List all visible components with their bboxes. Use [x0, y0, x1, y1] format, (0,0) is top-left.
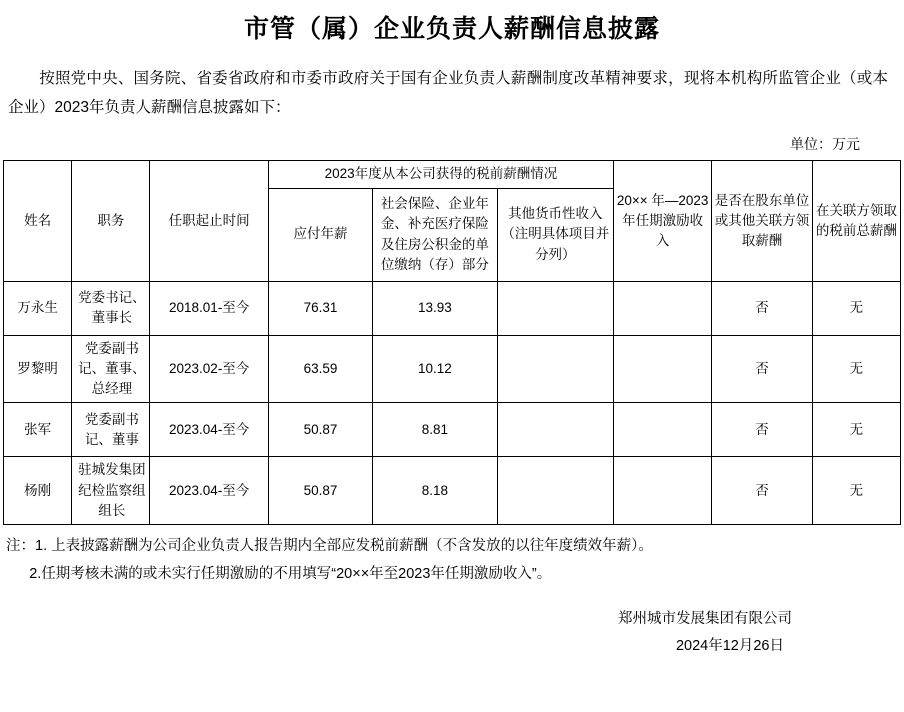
cell-position: 党委副书记、董事、总经理 — [72, 335, 150, 403]
cell-term: 2023.02-至今 — [150, 335, 268, 403]
table-row — [4, 335, 901, 403]
cell-name: 罗黎明 — [4, 335, 72, 403]
header-term: 任职起止时间 — [150, 161, 268, 281]
header-shareholder-pay: 是否在股东单位或其他关联方领取薪酬 — [712, 161, 812, 281]
cell-related-total: 无 — [812, 457, 900, 525]
cell-related-total: 无 — [812, 281, 900, 335]
table-header-row-1 — [4, 161, 901, 188]
cell-term-incentive — [614, 335, 712, 403]
salary-disclosure-table — [3, 160, 901, 525]
cell-term-incentive — [614, 403, 712, 457]
table-row — [4, 281, 901, 335]
header-term-incentive: 20×× 年—2023年任期激励收入 — [614, 161, 712, 281]
page-title: 市管（属）企业负责人薪酬信息披露 — [243, 15, 660, 43]
cell-other-income — [497, 281, 613, 335]
cell-name: 杨刚 — [4, 457, 72, 525]
cell-term: 2023.04-至今 — [150, 403, 268, 457]
signature-block — [0, 606, 904, 660]
signature-organization: 郑州城市发展集团有限公司 — [618, 611, 792, 628]
notes-section — [0, 525, 904, 588]
header-other-income: 其他货币性收入（注明具体项目并分列） — [497, 188, 613, 281]
header-related-total: 在关联方领取的税前总薪酬 — [812, 161, 900, 281]
cell-position: 党委书记、董事长 — [72, 281, 150, 335]
cell-term-incentive — [614, 281, 712, 335]
cell-annual-salary: 50.87 — [268, 403, 372, 457]
note-1: 注：1. 上表披露薪酬为公司企业负责人报告期内全部应发税前薪酬（不含发放的以往年度绩效年薪）。 — [6, 538, 653, 555]
cell-position: 驻城发集团纪检监察组组长 — [72, 457, 150, 525]
cell-other-income — [497, 403, 613, 457]
cell-name: 张军 — [4, 403, 72, 457]
cell-annual-salary: 76.31 — [268, 281, 372, 335]
cell-shareholder-pay: 否 — [712, 403, 812, 457]
cell-insurance: 8.81 — [373, 403, 497, 457]
cell-shareholder-pay: 否 — [712, 335, 812, 403]
cell-term-incentive — [614, 457, 712, 525]
cell-term: 2023.04-至今 — [150, 457, 268, 525]
cell-related-total: 无 — [812, 335, 900, 403]
intro-text: 按照党中央、国务院、省委省政府和市委市政府关于国有企业负责人薪酬制度改革精神要求，现将本机构所监管企业（或本企业）2023年负责人薪酬信息披露如下： — [8, 70, 888, 116]
cell-shareholder-pay: 否 — [712, 281, 812, 335]
header-group-pretax-salary: 2023年度从本公司获得的税前薪酬情况 — [268, 161, 613, 188]
cell-insurance: 10.12 — [373, 335, 497, 403]
signature-date: 2024年12月26日 — [675, 638, 784, 654]
cell-other-income — [497, 457, 613, 525]
cell-annual-salary: 50.87 — [268, 457, 372, 525]
cell-term: 2018.01-至今 — [150, 281, 268, 335]
header-annual-salary: 应付年薪 — [268, 188, 372, 281]
cell-related-total: 无 — [812, 403, 900, 457]
cell-position: 党委副书记、董事 — [72, 403, 150, 457]
unit-label: 单位：万元 — [790, 136, 860, 153]
header-name: 姓名 — [4, 161, 72, 281]
cell-annual-salary: 63.59 — [268, 335, 372, 403]
cell-name: 万永生 — [4, 281, 72, 335]
table-row — [4, 403, 901, 457]
header-position: 职务 — [72, 161, 150, 281]
cell-other-income — [497, 335, 613, 403]
table-row — [4, 457, 901, 525]
header-insurance: 社会保险、企业年金、补充医疗保险及住房公积金的单位缴纳（存）部分 — [373, 188, 497, 281]
cell-insurance: 13.93 — [373, 281, 497, 335]
cell-insurance: 8.18 — [373, 457, 497, 525]
note-2: 2.任期考核未满的或未实行任期激励的不用填写“20××年至2023年任期激励收入”。 — [29, 565, 552, 582]
intro-paragraph — [0, 55, 904, 124]
cell-shareholder-pay: 否 — [712, 457, 812, 525]
